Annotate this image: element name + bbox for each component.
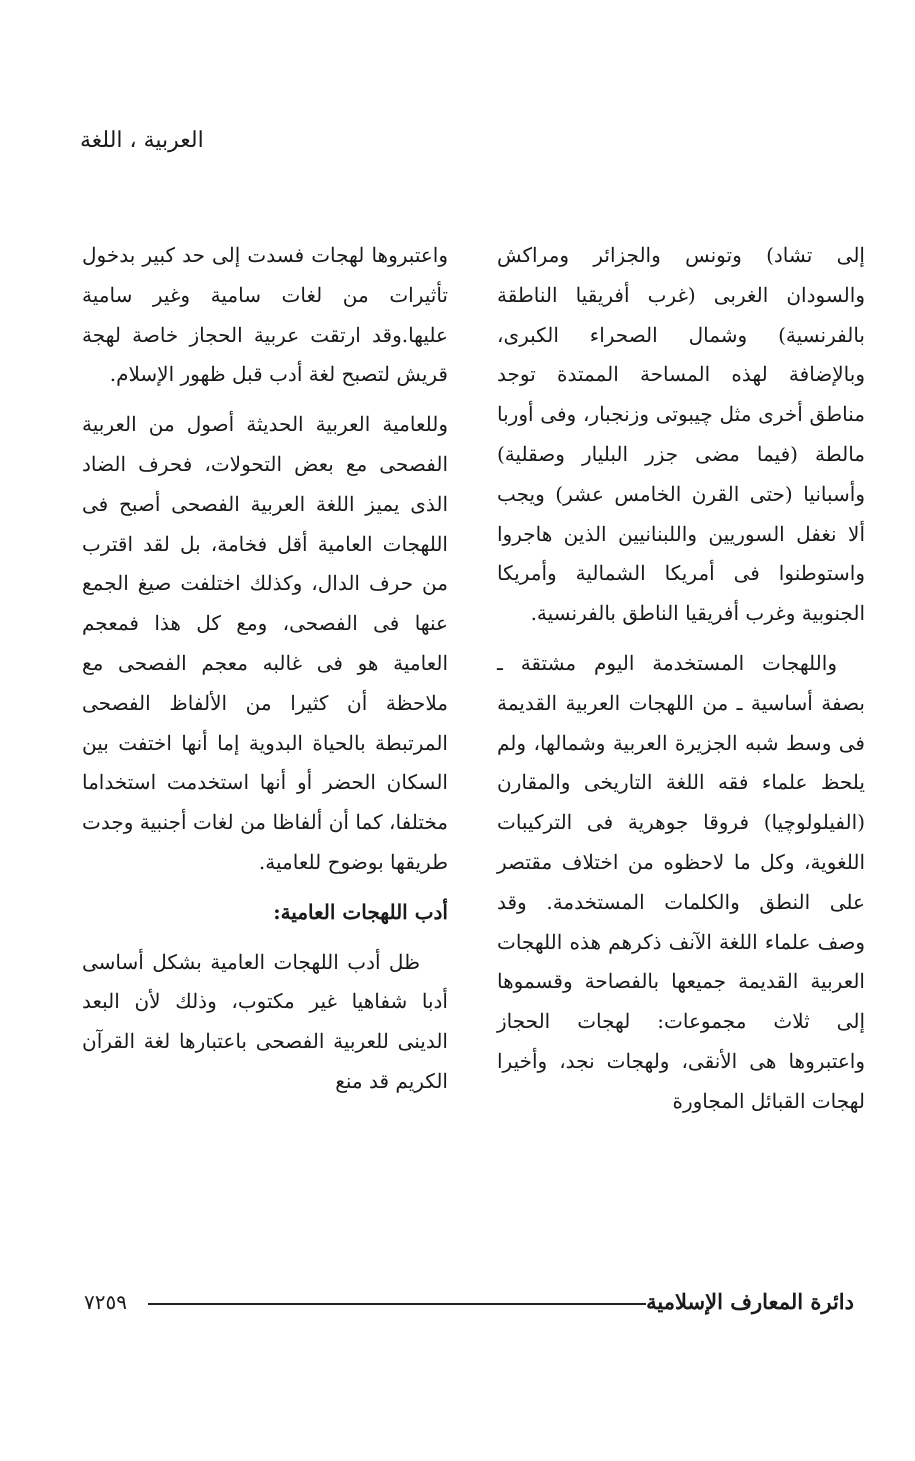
page-footer: [84, 1286, 854, 1322]
running-header: العربية ، اللغة: [80, 128, 204, 153]
footer-rule: [148, 1303, 646, 1305]
publication-title: دائرة المعارف الإسلامية: [646, 1289, 854, 1314]
right-column: [497, 236, 865, 1132]
page-number: ٧٢٥٩: [84, 1290, 127, 1314]
body-paragraph: واللهجات المستخدمة اليوم مشتقة ـ بصفة أساسية ـ من اللهجات العربية القديمة فى وسط شبه الجزيرة العربية وشمالها، ولم يلحظ علماء فقه اللغة التاريخى والمقارن (الفيلولوچيا) فروقا جوهرية فى التركيبات اللغوية، وكل ما لاحظوه من اختلاف مقتصر على النطق والكلمات المستخدمة. وقد وصف علماء اللغة الآنف ذكرهم هذه اللهجات العربية القديمة جميعها بالفصاحة وقسموها إلى ثلاث مجموعات: لهجات الحجاز واعتبروها هى الأنقى، ولهجات نجد، وأخيرا لهجات القبائل المجاورة: [497, 650, 865, 1113]
section-heading: أدب اللهجات العامية:: [273, 899, 448, 924]
body-paragraph: ظل أدب اللهجات العامية بشكل أساسى أدبا شفاهيا غير مكتوب، وذلك لأن البعد الدينى للعربية الفصحى باعتبارها لغة القرآن الكريم قد منع: [82, 949, 448, 1093]
body-paragraph: واعتبروها لهجات فسدت إلى حد كبير بدخول تأثيرات من لغات سامية وغير سامية عليها.وقد ارتقت عربية الحجاز خاصة لهجة قريش لتصبح لغة أدب قبل ظهور الإسلام.: [82, 243, 448, 387]
body-paragraph: إلى تشاد) وتونس والجزائر ومراكش والسودان الغربى (غرب أفريقيا الناطقة بالفرنسية) وشمال الصحراء الكبرى، وبالإضافة لهذه المساحة الممتدة توجد مناطق أخرى مثل چيبوتى وزنجبار، وفى أوربا مالطة (فيما مضى جزر البليار وصقلية) وأسبانيا (حتى القرن الخامس عشر) ويجب ألا نغفل السوريين واللبنانيين الذين هاجروا واستوطنوا فى أمريكا الشمالية وأمريكا الجنوبية وغرب أفريقيا الناطق بالفرنسية.: [497, 243, 865, 626]
left-column: [82, 236, 448, 1112]
body-paragraph: وللعامية العربية الحديثة أصول من العربية الفصحى مع بعض التحولات، فحرف الضاد الذى يميز اللغة العربية الفصحى أصبح فى اللهجات العامية أقل فخامة، بل لقد اقترب من حرف الدال، وكذلك اختلفت صيغ الجمع عنها فى الفصحى، ومع كل هذا فمعجم العامية هو فى غالبه معجم الفصحى مع ملاحظة أن كثيرا من الألفاظ الفصحى المرتبطة بالحياة البدوية إما أنها اختفت بين السكان الحضر أو أنها استخدمت استخداما مختلفا، كما أن ألفاظا من لغات أجنبية وجدت طريقها بوضوح للعامية.: [82, 412, 448, 874]
